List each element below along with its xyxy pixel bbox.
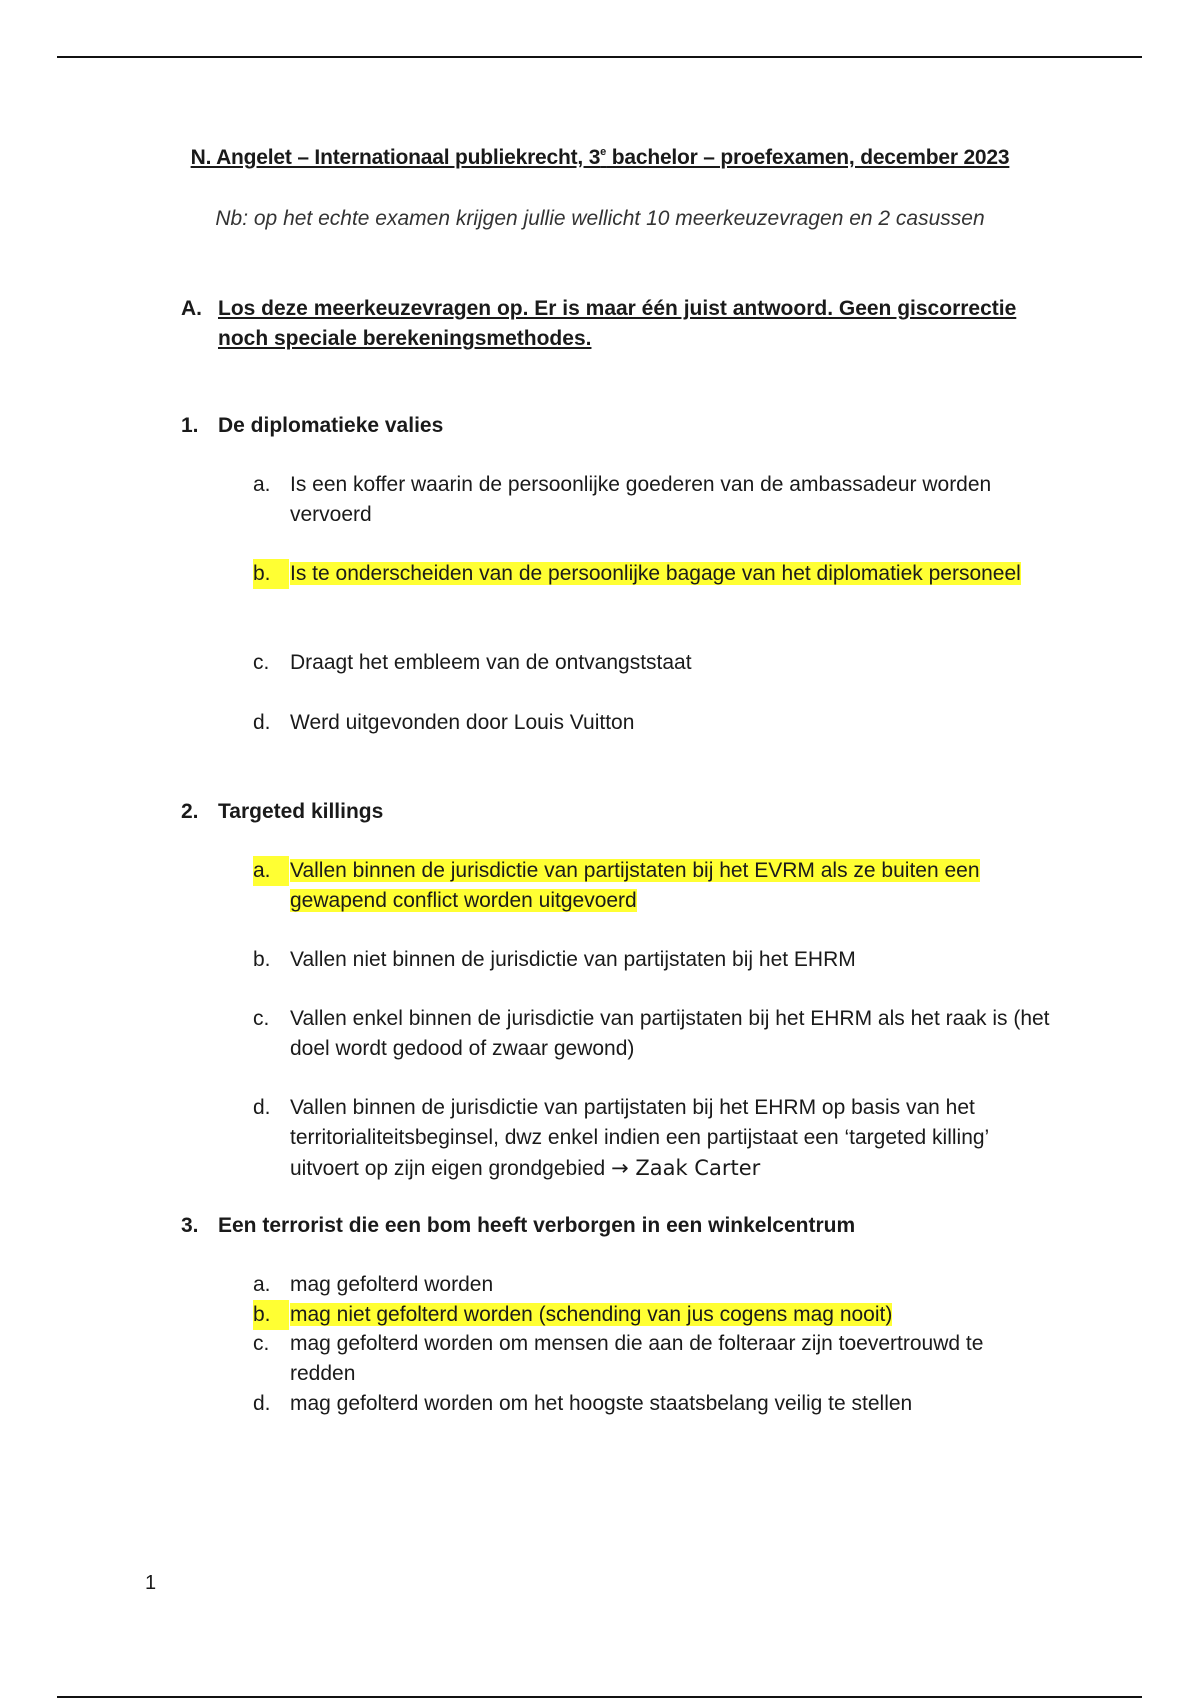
question-number: 1. [181,414,199,437]
zaak-carter-reference: → Zaak Carter [611,1156,761,1180]
option-letter: a. [253,473,271,496]
page-number: 1 [145,1572,157,1594]
question-number: 3. [181,1214,199,1237]
option-letter: b. [253,559,289,589]
option-text: Is te onderscheiden van de persoonlijke bagage van het diplomatiek personeel [290,562,1021,585]
option-letter: a. [253,1273,271,1296]
section-text: Los deze meerkeuzevragen op. Er is maar één juist antwoord. Geen giscorrectie noch speciale berekeningsmethodes. [218,297,1017,350]
option-letter: b. [253,1300,289,1330]
option-letter: b. [253,948,271,971]
option-text: Vallen enkel binnen de jurisdictie van partijstaten bij het EHRM als het raak is (het doel wordt gedood of zwaar gewond) [290,1007,1050,1060]
option-letter: d. [253,1392,271,1415]
option-text: Vallen binnen de jurisdictie van partijstaten bij het EHRM op basis van het territorialiteitsbeginsel, dwz enkel indien een partijstaat een ‘targeted killing’ uitvoert op zijn eigen grondgebied → Zaak Carter [290,1096,989,1180]
option-letter: a. [253,856,289,886]
exam-note: Nb: op het echte examen krijgen jullie wellicht 10 meerkeuzevragen en 2 casussen [215,207,985,230]
section-letter: A. [181,297,202,320]
option-text: Werd uitgevonden door Louis Vuitton [290,711,635,734]
option-letter: c. [253,651,270,674]
option-text: Is een koffer waarin de persoonlijke goederen van de ambassadeur worden vervoerd [290,473,992,526]
option-letter: d. [253,711,271,734]
footer-rule [57,1696,1142,1698]
document-title: N. Angelet – Internationaal publiekrecht, 3e bachelor – proefexamen, december 2023 [190,146,1010,169]
question-number: 2. [181,800,199,823]
option-text: mag gefolterd worden om het hoogste staatsbelang veilig te stellen [290,1392,913,1415]
option-text: mag gefolterd worden om mensen die aan de folteraar zijn toevertrouwd te redden [290,1332,984,1385]
question-text: De diplomatieke valies [218,414,444,437]
option-text: Vallen binnen de jurisdictie van partijstaten bij het EVRM als ze buiten een gewapend conflict worden uitgevoerd [290,859,980,912]
option-letter: d. [253,1096,271,1119]
option-text: Vallen niet binnen de jurisdictie van partijstaten bij het EHRM [290,948,856,971]
question-text: Een terrorist die een bom heeft verborgen in een winkelcentrum [218,1214,856,1237]
option-letter: c. [253,1007,270,1030]
option-letter: c. [253,1332,270,1355]
option-text: Draagt het embleem van de ontvangststaat [290,651,692,674]
option-text: mag niet gefolterd worden (schending van jus cogens mag nooit) [290,1303,893,1326]
option-text: mag gefolterd worden [290,1273,494,1296]
header-rule [57,56,1142,58]
question-text: Targeted killings [218,800,384,823]
